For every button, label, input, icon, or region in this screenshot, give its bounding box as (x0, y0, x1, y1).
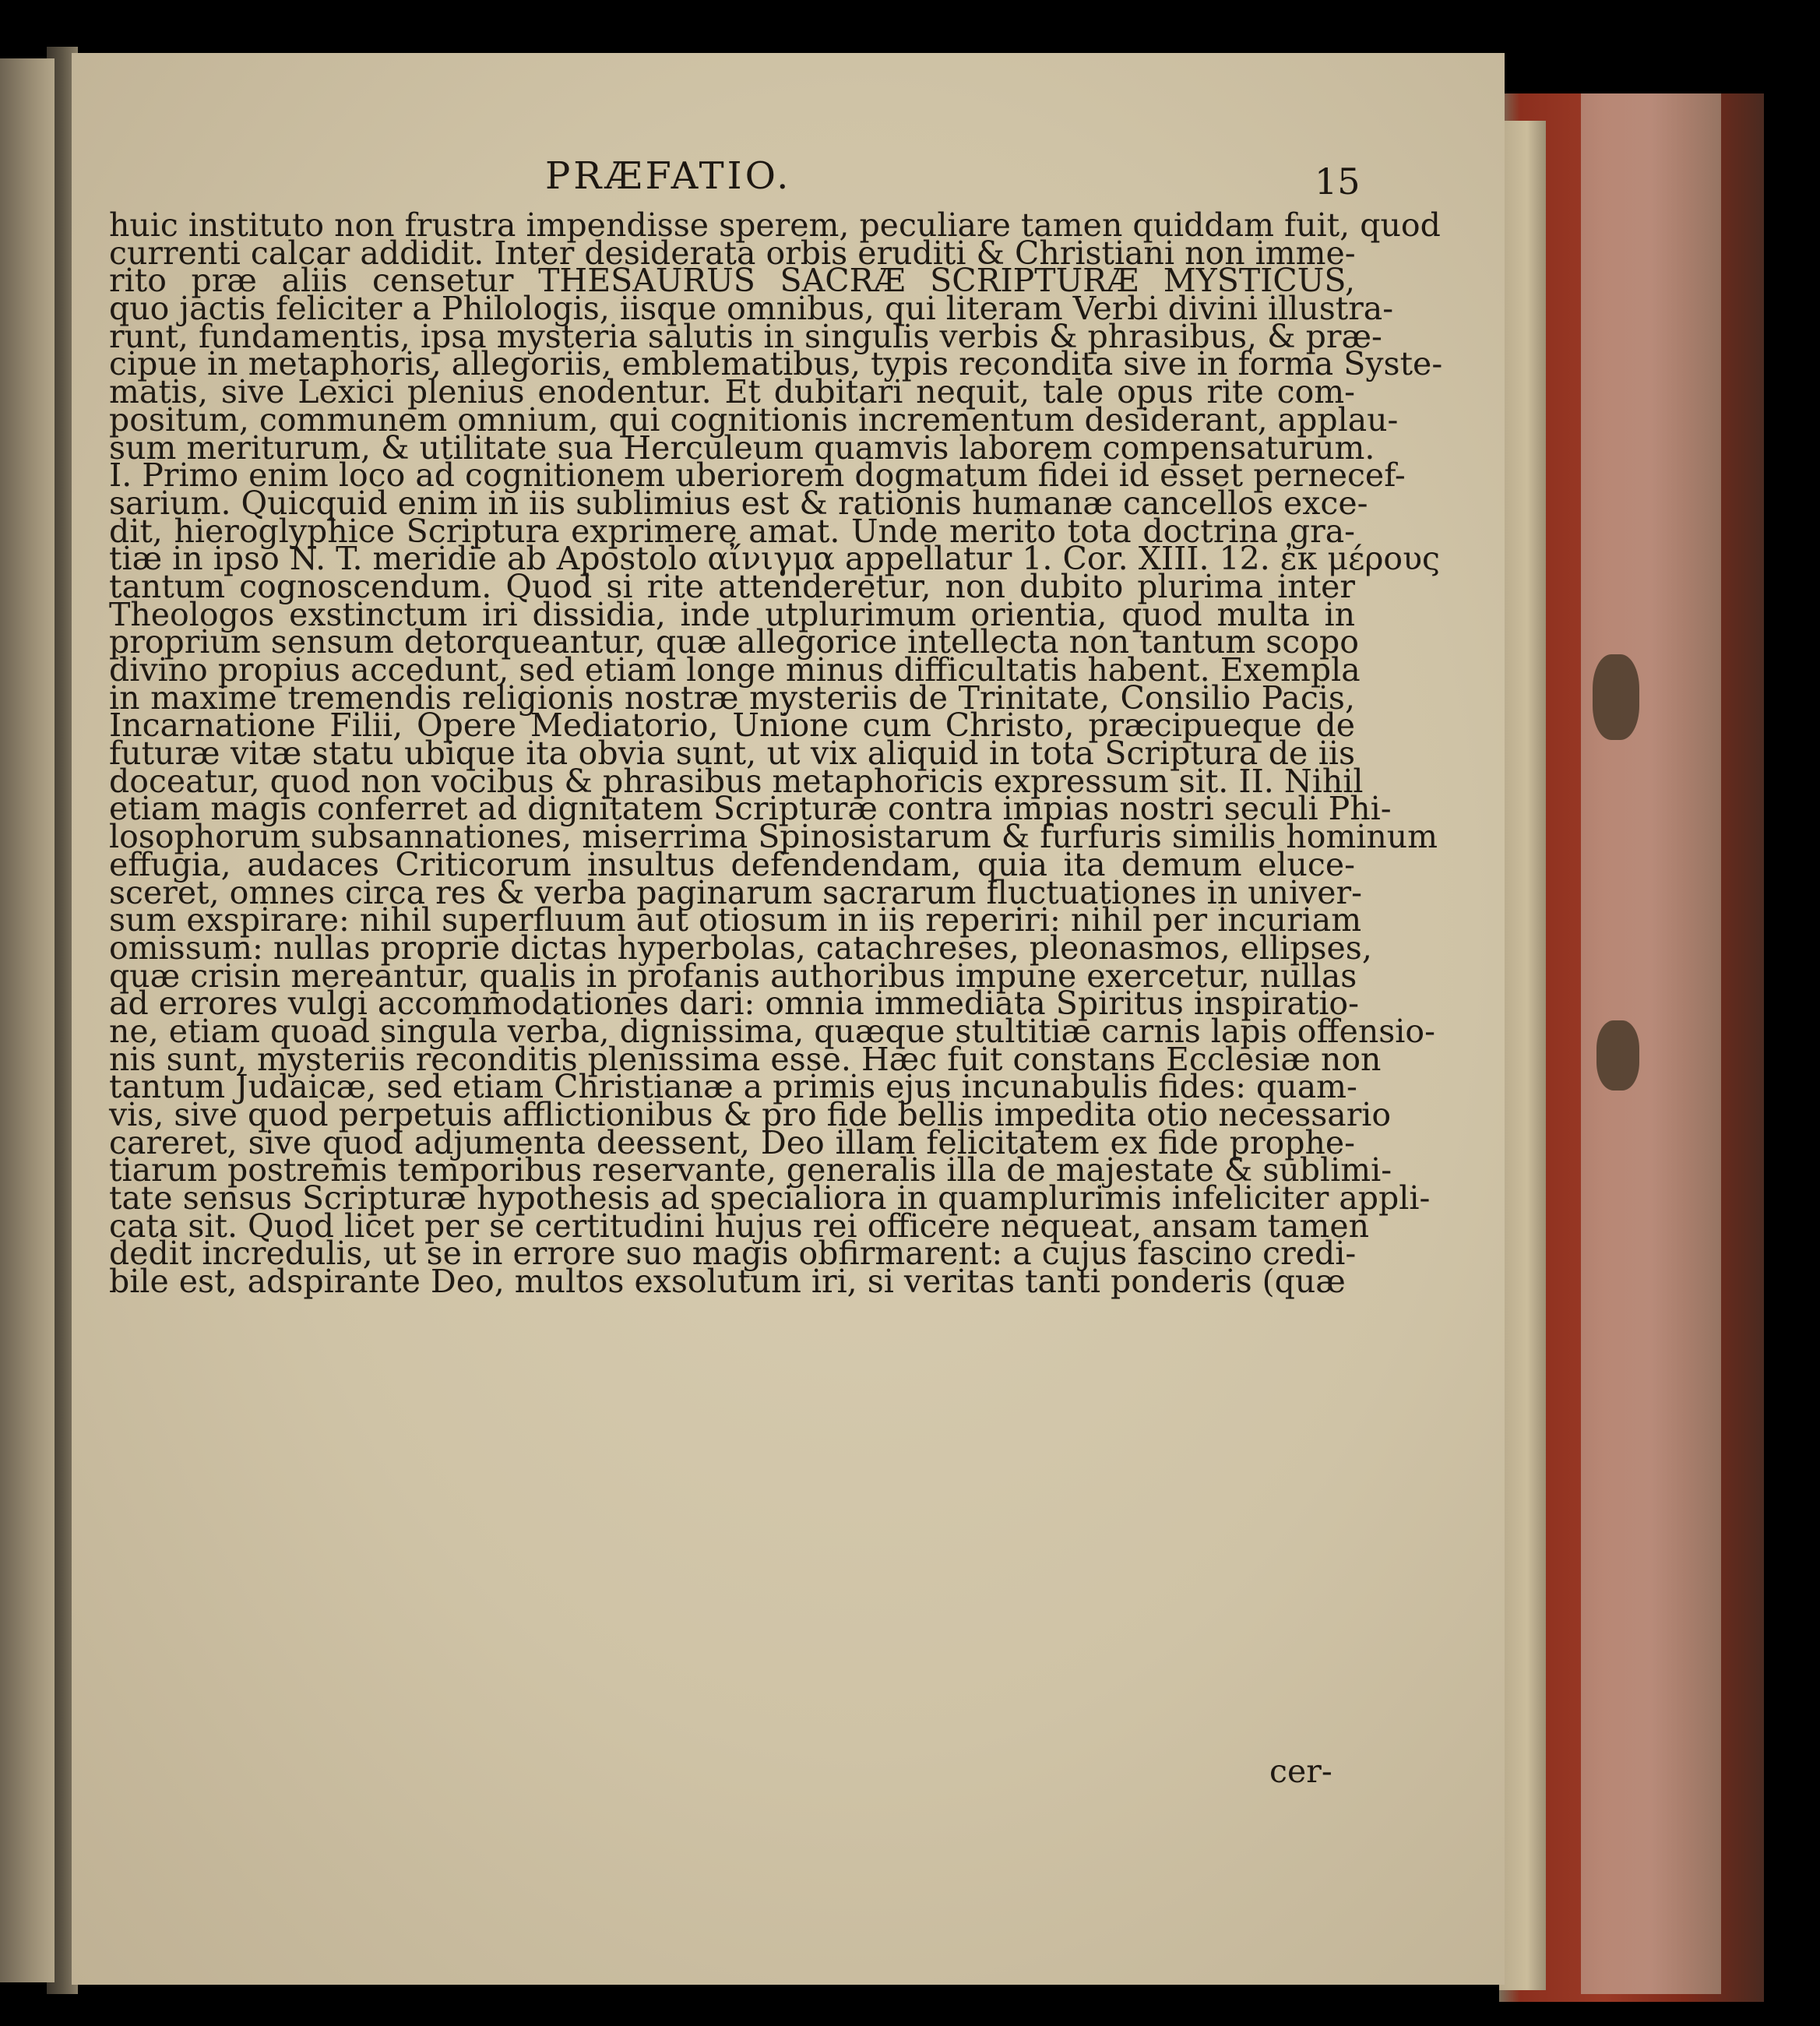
text-line: divino propius accedunt, sed etiam longe minus difficultatis habent. Exempla (109, 651, 1361, 689)
text-line: tate sensus Scripturæ hypothesis ad specialiora in quamplurimis infeliciter appli- (109, 1179, 1431, 1217)
text-line: sum meriturum, & utilitate sua Herculeum quamvis laborem compensaturum. (109, 428, 1375, 467)
body-text (109, 206, 1443, 1301)
running-header: PRÆFATIO. (545, 154, 792, 198)
text-line: etiam magis conferret ad dignitatem Scripturæ contra impias nostri seculi Phi- (109, 790, 1392, 828)
text-line: careret, sive quod adjumenta deessent, Deo illam felicitatem ex fide prophe- (109, 1123, 1355, 1161)
text-line: I. Primo enim loco ad cognitionem uberiorem dogmatum fidei id esset pernecef- (109, 456, 1406, 495)
text-line: proprium sensum detorqueantur, quæ allegorice intellecta non tantum scopo (109, 623, 1359, 661)
text-line: ad errores vulgi accommodationes dari: omnia immediata Spiritus inspiratio- (109, 985, 1359, 1023)
text-line: quæ crisin mereantur, qualis in profanis authoribus impune exercetur, nullas (109, 957, 1357, 995)
text-line: futuræ vitæ statu ubique ita obvia sunt, ut vix aliquid in tota Scriptura de iis (109, 735, 1355, 773)
binding-stain (1596, 1020, 1639, 1091)
text-line: tiæ in ipso N. T. meridie ab Apostolo αἴνιγμα appellatur 1. Cor. XIII. 12. ἐκ μέρους (109, 540, 1441, 578)
text-line: cipue in metaphoris, allegoriis, emblematibus, typis recondita sive in forma Syste- (109, 345, 1443, 383)
catchword: cer- (1269, 1753, 1332, 1790)
text-line: vis, sive quod perpetuis afflictionibus & pro fide bellis impedita otio necessario (109, 1096, 1392, 1133)
text-line: sum exspirare: nihil superfluum aut otiosum in iis reperiri: nihil per incuriam (109, 901, 1362, 939)
facing-page-edge (0, 58, 55, 1982)
text-line: doceatur, quod non vocibus & phrasibus metaphoricis expressum sit. II. Nihil (109, 762, 1364, 800)
binding-stain (1593, 654, 1639, 740)
text-line: tantum cognoscendum. Quod si rite attenderetur, non dubito plurima inter (109, 567, 1355, 605)
text-line: runt, fundamentis, ipsa mysteria salutis in singulis verbis & phrasibus, & præ- (109, 317, 1382, 355)
text-line: nis sunt, mysteriis reconditis plenissima esse. Hæc fuit constans Ecclesiæ non (109, 1040, 1382, 1078)
text-line: effugia, audaces Criticorum insultus defendendam, quia ita demum eluce- (109, 845, 1355, 883)
page-block-edge (1499, 121, 1546, 1990)
text-line: dedit incredulis, ut se in errore suo magis obfirmarent: a cujus fascino credi- (109, 1235, 1357, 1273)
page-number: 15 (1315, 160, 1361, 203)
text-line: Incarnatione Filii, Opere Mediatorio, Unione cum Christo, præcipueque de (109, 706, 1355, 745)
text-line: dit, hieroglyphice Scriptura exprimere amat. Unde merito tota doctrina gra- (109, 512, 1355, 550)
text-line: positum, communem omnium, qui cognitionis incrementum desiderant, applau- (109, 400, 1399, 439)
text-line: rito præ aliis censetur THESAURUS SACRÆ SCRIPTURÆ MYSTICUS, (109, 262, 1355, 300)
text-line: losophorum subsannationes, miserrima Spinosistarum & furfuris similis hominum (109, 818, 1438, 856)
text-line: in maxime tremendis religionis nostræ mysteriis de Trinitate, Consilio Pacis, (109, 678, 1355, 717)
text-line: Theologos exstinctum iri dissidia, inde utplurimum orientia, quod multa in (109, 595, 1355, 633)
text-line: currenti calcar addidit. Inter desiderata orbis eruditi & Christiani non imme- (109, 234, 1356, 272)
text-line: huic instituto non frustra impendisse sperem, peculiare tamen quiddam fuit, quod (109, 206, 1441, 244)
text-line: tiarum postremis temporibus reservante, generalis illa de majestate & sublimi- (109, 1151, 1392, 1189)
text-line: tantum Judaicæ, sed etiam Christianæ a primis ejus incunabulis fides: quam- (109, 1068, 1357, 1106)
text-line: ne, etiam quoad singula verba, dignissima, quæque stultitiæ carnis lapis offensio- (109, 1012, 1435, 1050)
text-line: sceret, omnes circa res & verba paginarum sacrarum fluctuationes in univer- (109, 873, 1362, 911)
text-line: sarium. Quicquid enim in iis sublimius est & rationis humanæ cancellos exce- (109, 484, 1368, 522)
text-line: quo jactis feliciter a Philologis, iisque omnibus, qui literam Verbi divini illustra- (109, 290, 1394, 328)
text-line: matis, sive Lexici plenius enodentur. Et dubitari nequit, tale opus rite com- (109, 373, 1355, 411)
text-line: bile est, adspirante Deo, multos exsolutum iri, si veritas tanti ponderis (quæ (109, 1263, 1346, 1301)
text-line: omissum: nullas proprie dictas hyperbolas, catachreses, pleonasmos, ellipses, (109, 928, 1372, 967)
text-line: cata sit. Quod licet per se certitudini hujus rei officere nequeat, ansam tamen (109, 1207, 1370, 1245)
